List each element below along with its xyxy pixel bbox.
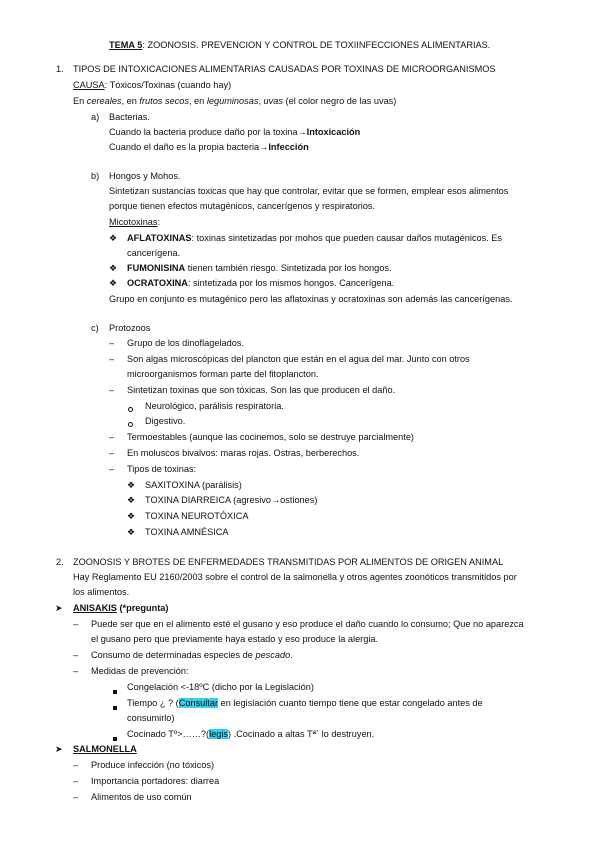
diamond-icon: ❖ (127, 511, 136, 521)
foods-text: , (258, 96, 264, 106)
item-text: en legislación cuanto tiempo tiene que estar congelado antes de (218, 698, 483, 708)
diamond-icon: ❖ (127, 495, 136, 505)
title-rest: : ZOONOSIS. PREVENCION Y CONTROL DE TOXIINFECCIONES ALIMENTARIAS. (142, 40, 491, 50)
protozoo-item: Son algas microscópicas del plancton que están en el agua del mar. Junto con otros (127, 354, 470, 364)
foods-cereales: cereales (86, 96, 122, 106)
protozoo-item: Grupo de los dinoflagelados. (127, 338, 244, 348)
anisakis-item: Puede ser que en el alimento esté el gusano y eso produce el daño cuando lo consumo; Que no aparezca (91, 619, 524, 629)
prevention-item: Congelación <-18ºC (dicho por la Legislación) (127, 682, 314, 692)
item-text: Cocinado Tº>……?( (127, 729, 210, 739)
title-tema: TEMA 5 (109, 40, 143, 50)
protozoo-item: Tipos de toxinas: (127, 464, 197, 474)
circle-bullet-icon (128, 404, 133, 416)
aflatoxinas-term: AFLATOXINAS (127, 233, 192, 243)
aflatoxinas-line (127, 233, 502, 245)
item-text: ) .Cocinado a altas Tª´ lo destruyen. (228, 729, 375, 739)
hongos-text-2: porque tienen efectos mutagénicos, cancerígenos y respiratorios. (109, 201, 376, 211)
diamond-icon: ❖ (109, 233, 118, 243)
dash-icon: – (73, 760, 79, 770)
foods-line (73, 96, 396, 108)
aflatoxinas-text: : toxinas sintetizadas por mohos que pueden causar daños mutagénicos. Es (191, 233, 503, 243)
fumonisina-term: FUMONISINA (127, 263, 186, 273)
highlighted-consultar: Consultar (178, 698, 219, 708)
protozoo-item: Termoestables (aunque las cocinemos, solo se destruye parcialmente) (127, 432, 414, 442)
fumonisina-text: tienen también riesgo. Sintetizada por los hongos. (185, 263, 392, 273)
micotoxinas-label: Micotoxinas (109, 217, 158, 227)
toxin-item: TOXINA AMNÉSICA (145, 527, 229, 537)
dash-icon: – (109, 432, 115, 442)
item-a-title: Bacterias. (109, 112, 150, 122)
item-b-title: Hongos y Mohos. (109, 171, 181, 181)
anisakis-item: Medidas de prevención: (91, 666, 189, 676)
foods-text: , en (121, 96, 140, 106)
page-title (109, 40, 490, 52)
ocratoxina-term: OCRATOXINA (127, 278, 188, 288)
causa-line (73, 80, 231, 92)
section-2-heading: ZOONOSIS Y BROTES DE ENFERMEDADES TRANSMITIDAS POR ALIMENTOS DE ORIGEN ANIMAL (73, 557, 504, 567)
line-text: Cuando el daño es la propia bacteria (109, 142, 260, 152)
square-bullet-icon (113, 686, 117, 698)
foods-text: En (73, 96, 87, 106)
aflatoxinas-cont: cancerígena. (127, 248, 181, 258)
dash-icon: – (109, 338, 115, 348)
dash-icon: – (73, 792, 79, 802)
anisakis-heading (73, 603, 168, 615)
circle-bullet-icon (128, 419, 133, 431)
protozoo-item-cont: microorganismos forman parte del fitoplancton. (127, 369, 319, 379)
causa-text: : Tóxicos/Toxinas (cuando hay) (104, 80, 232, 90)
hongos-text-1: Sintetizan sustancias toxicas que hay que controlar, evitar que se formen, emplear esos alimentos (109, 186, 509, 196)
item-c-letter: c) (91, 323, 99, 333)
toxin-text: ostiones) (280, 495, 318, 505)
toxin-text: TOXINA DIARREICA (agresivo (145, 495, 271, 505)
micotoxinas-heading (109, 217, 160, 229)
infeccion-term: Infección (268, 142, 309, 152)
dash-icon: – (109, 354, 115, 364)
item-text: Tiempo ¿ ? ( (127, 698, 179, 708)
diamond-icon: ❖ (109, 263, 118, 273)
causa-label: CAUSA (73, 80, 105, 90)
square-bullet-icon (113, 702, 117, 714)
intoxicacion-term: Intoxicación (306, 127, 361, 137)
section-2-text-2: los alimentos. (73, 587, 130, 597)
prevention-item (127, 729, 374, 741)
ocratoxina-line (127, 278, 394, 290)
toxin-item: TOXINA NEUROTÓXICA (145, 511, 249, 521)
toxin-item-diarreica (145, 495, 317, 507)
foods-leguminosas: leguminosas (206, 96, 259, 106)
line-text: Cuando la bacteria produce daño por la toxina (109, 127, 298, 137)
anisakis-note: (*pregunta) (116, 603, 169, 613)
diamond-icon: ❖ (127, 480, 136, 490)
item-b-letter: b) (91, 171, 100, 181)
section-1-number: 1. (56, 64, 64, 74)
anisakis-item (91, 650, 293, 662)
prevention-item (127, 698, 483, 710)
ocratoxina-text: : sintetizada por los mismos hongos. Cancerígena. (187, 278, 395, 288)
section-2-number: 2. (56, 557, 64, 567)
micotoxinas-colon: : (157, 217, 161, 227)
salmonella-item: Produce infección (no tóxicos) (91, 760, 215, 770)
item-text: Consumo de determinadas especies de (91, 650, 256, 660)
right-arrow-icon: → (297, 127, 307, 137)
effect-item: Neurológico, parálisis respiratoria. (145, 401, 284, 411)
bacteria-infection-line (109, 142, 309, 154)
item-text: . (290, 650, 293, 660)
salmonella-item: Importancia portadores: diarrea (91, 776, 220, 786)
diamond-icon: ❖ (127, 527, 136, 537)
toxin-item: SAXITOXINA (parálisis) (145, 480, 242, 490)
dash-icon: – (73, 650, 79, 660)
dash-icon: – (109, 464, 115, 474)
protozoo-item: En moluscos bivalvos: maras rojas. Ostras, berberechos. (127, 448, 360, 458)
dash-icon: – (109, 385, 115, 395)
effect-item: Digestivo. (145, 416, 186, 426)
item-a-letter: a) (91, 112, 100, 122)
fumonisina-line (127, 263, 392, 275)
foods-text: , en (188, 96, 207, 106)
foods-text: (el color negro de las uvas) (282, 96, 397, 106)
salmonella-heading: SALMONELLA (73, 744, 137, 754)
dash-icon: – (73, 776, 79, 786)
section-2-text-1: Hay Reglamento EU 2160/2003 sobre el control de la salmonella y otros agentes zoonóticos transmitidos por (73, 572, 517, 582)
right-arrow-icon: → (270, 495, 281, 505)
section-1-heading: TIPOS DE INTOXICACIONES ALIMENTARIAS CAUSADAS POR TOXINAS DE MICROORGANISMOS (73, 64, 496, 74)
protozoo-item: Sintetizan toxinas que son tóxicas. Son las que producen el daño. (127, 385, 396, 395)
arrow-bullet-icon: ➤ (55, 744, 63, 754)
bacteria-intoxication-line (109, 127, 360, 139)
prevention-item-cont: consumirlo) (127, 713, 175, 723)
diamond-icon: ❖ (109, 278, 118, 288)
right-arrow-icon: → (259, 142, 269, 152)
item-c-title: Protozoos (109, 323, 151, 333)
foods-frutos: frutos secos (139, 96, 189, 106)
foods-uvas: uvas (263, 96, 283, 106)
dash-icon: – (109, 448, 115, 458)
salmonella-item: Alimentos de uso común (91, 792, 192, 802)
anisakis-item-cont: el gusano pero que previamente haya estado y eso produce la alergia. (91, 634, 379, 644)
dash-icon: – (73, 619, 79, 629)
pescado-term: pescado (255, 650, 291, 660)
dash-icon: – (73, 666, 79, 676)
highlighted-legis: legis (209, 729, 228, 739)
anisakis-label: ANISAKIS (73, 603, 117, 613)
grupo-text: Grupo en conjunto es mutagénico pero las aflatoxinas y ocratoxinas son además las cancerígenas. (109, 294, 513, 304)
arrow-bullet-icon: ➤ (55, 603, 63, 613)
